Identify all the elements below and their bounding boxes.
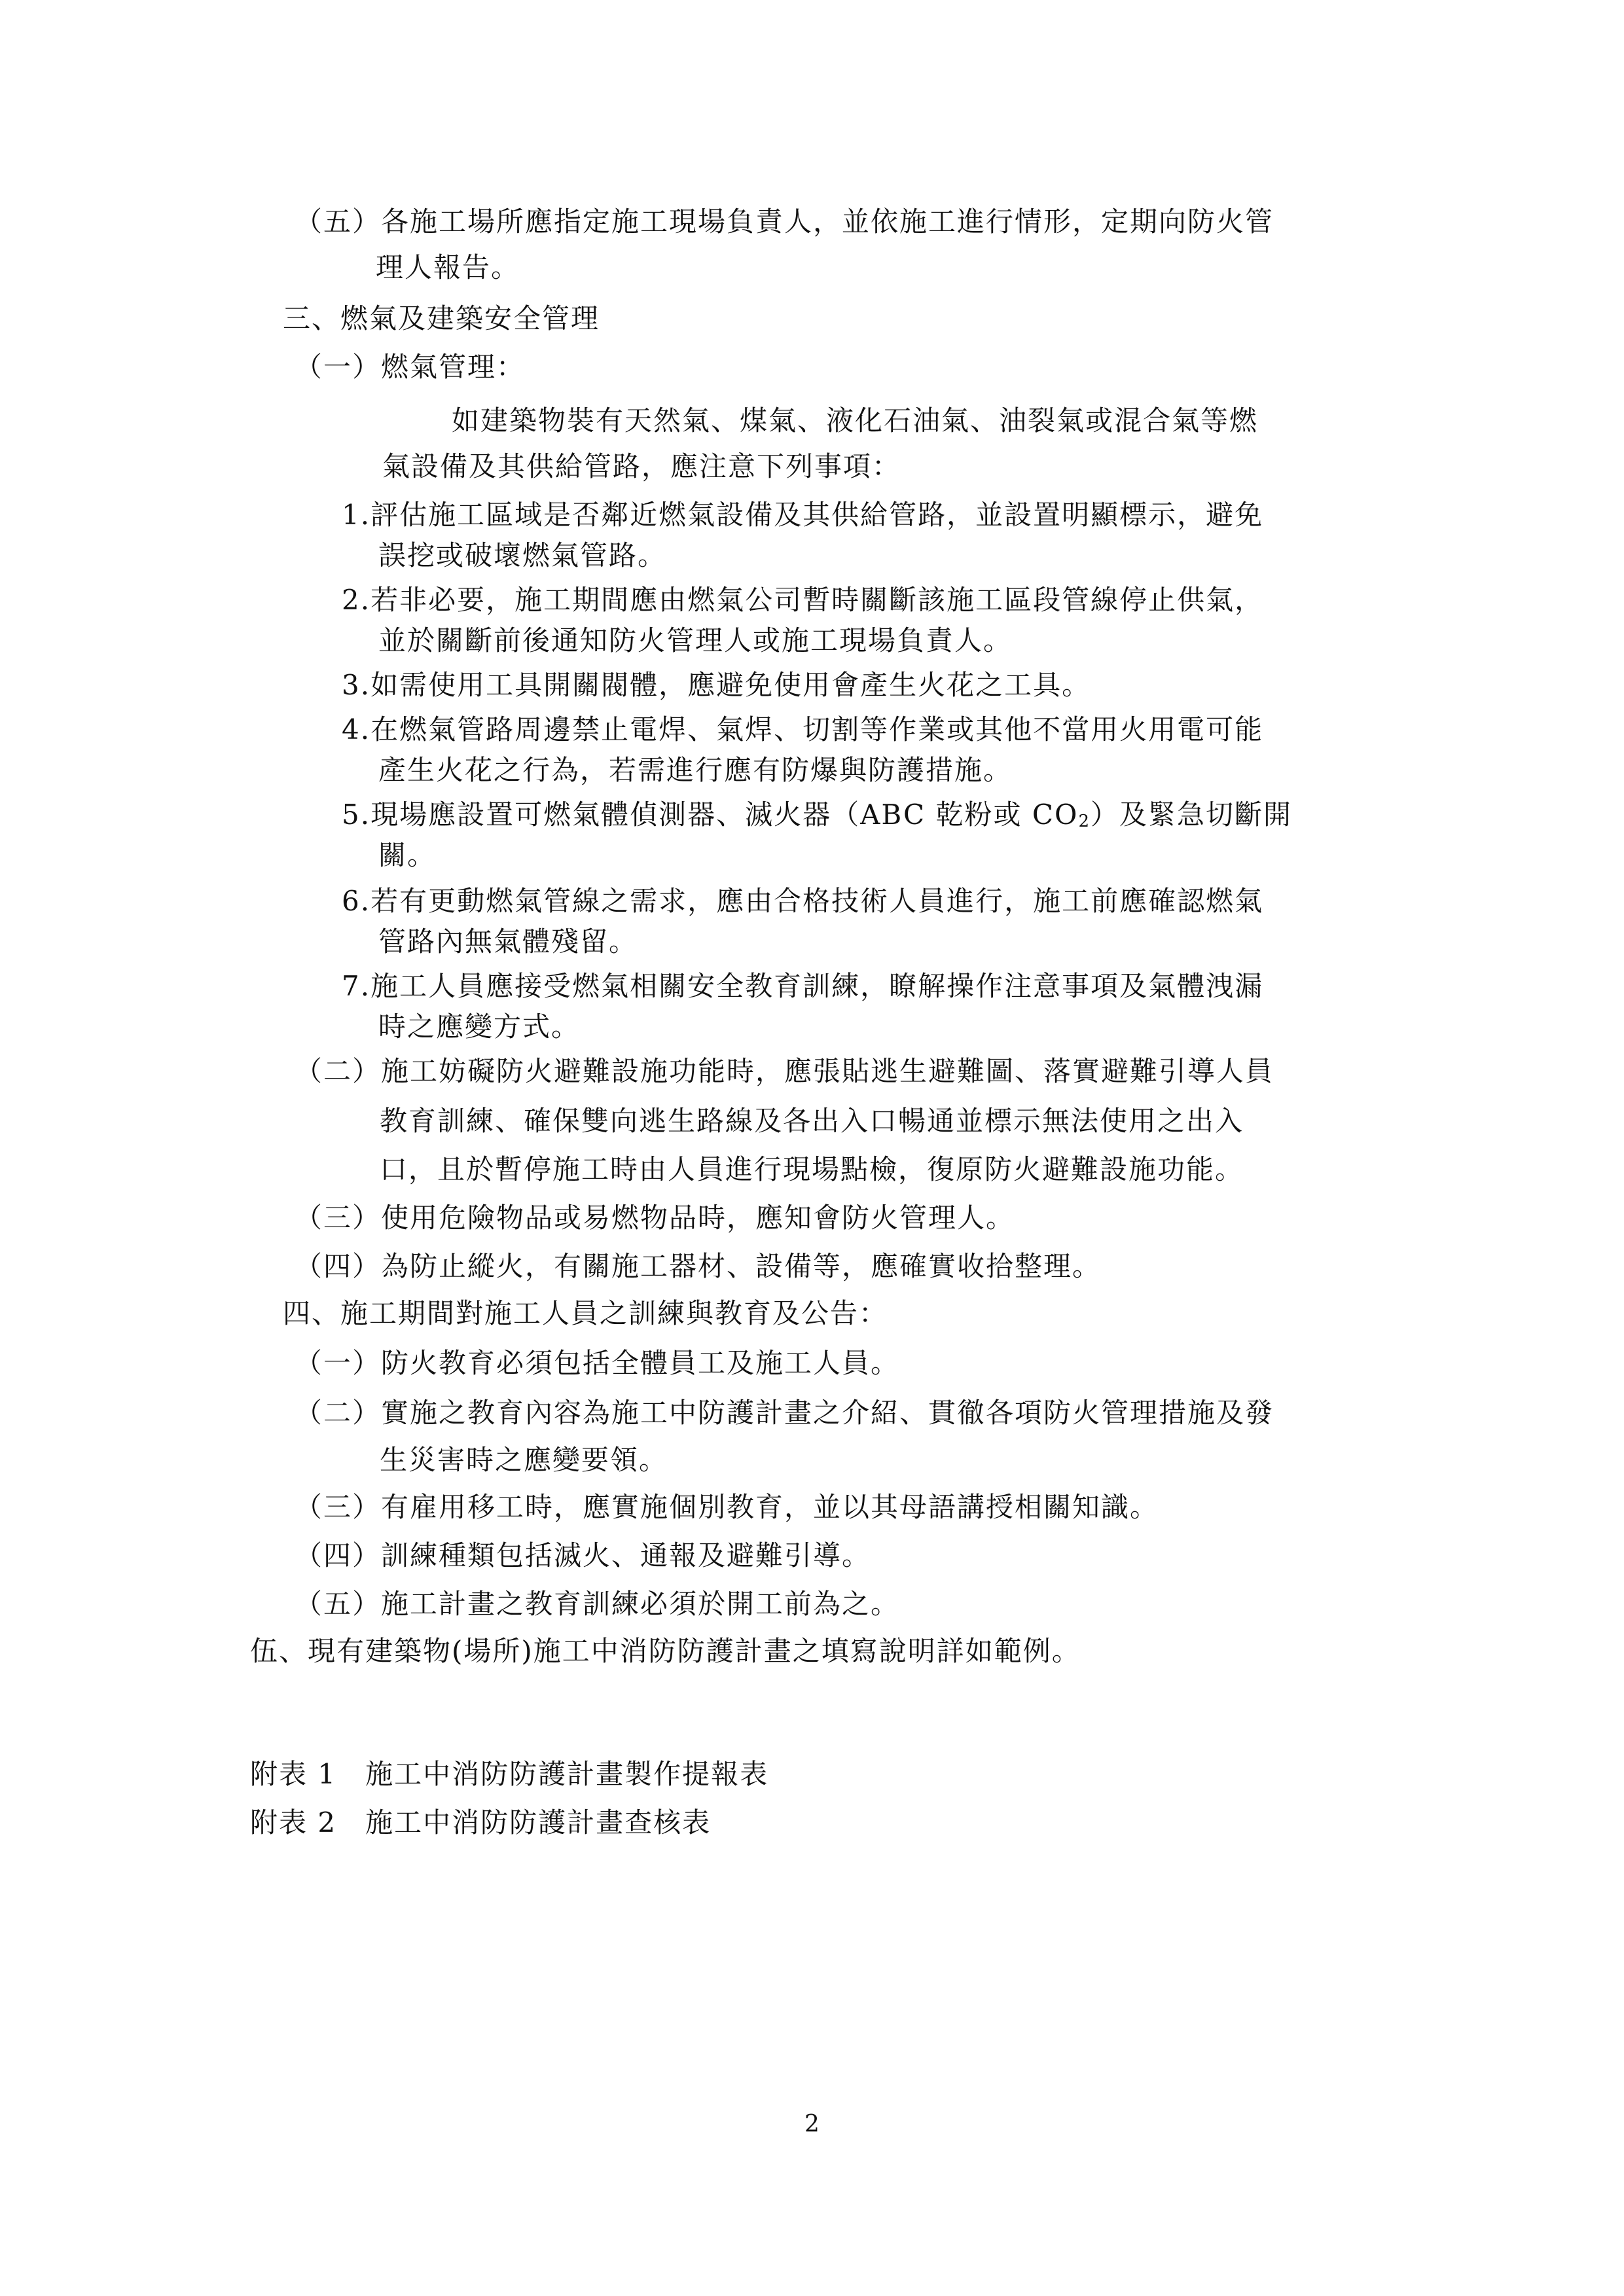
section-4-5: （五）施工計畫之教育訓練必須於開工前為之。 [295, 1588, 900, 1620]
attachment-2: 附表 2 施工中消防防護計畫查核表 [250, 1806, 712, 1839]
section-4-2-line-2: 生災害時之應變要領。 [380, 1444, 668, 1476]
heading-section-3: 三、燃氣及建築安全管理 [283, 302, 600, 334]
section-4-3: （三）有雇用移工時，應實施個別教育，並以其母語講授相關知識。 [295, 1491, 1159, 1523]
section-3-2-line-3: 口，且於暫停施工時由人員進行現場點檢，復原防火避難設施功能。 [380, 1153, 1244, 1185]
co2-subscript: 2 [1078, 812, 1091, 831]
item-7-line-2: 時之應變方式。 [378, 1011, 581, 1043]
heading-section-4: 四、施工期間對施工人員之訓練與教育及公告： [283, 1297, 888, 1329]
heading-section-5: 伍、現有建築物(場所)施工中消防防護計畫之填寫說明詳如範例。 [250, 1635, 1081, 1667]
section-4-2-line-1: （二）實施之教育內容為施工中防護計畫之介紹、貫徹各項防火管理措施及發 [295, 1397, 1274, 1429]
section-3-2-line-2: 教育訓練、確保雙向逃生路線及各出入口暢通並標示無法使用之出入 [380, 1105, 1244, 1137]
item-1-line-2: 誤挖或破壞燃氣管路。 [378, 539, 667, 571]
page-number: 2 [804, 2111, 820, 2138]
section-3-1-intro-line-1: 如建築物裝有天然氣、煤氣、液化石油氣、油裂氣或混合氣等燃 [452, 404, 1259, 437]
section-2-5-line-1: （五）各施工場所應指定施工現場負責人，並依施工進行情形，定期向防火管 [295, 206, 1274, 238]
item-5-text-a: 5.現場應設置可燃氣體偵測器、滅火器（ABC 乾粉或 CO [342, 798, 1079, 831]
item-4-line-1: 4.在燃氣管路周邊禁止電焊、氣焊、切割等作業或其他不當用火用電可能 [342, 713, 1264, 745]
item-4-line-2: 產生火花之行為，若需進行應有防爆與防護措施。 [378, 754, 1013, 786]
item-6-line-1: 6.若有更動燃氣管線之需求，應由合格技術人員進行，施工前應確認燃氣 [342, 885, 1264, 917]
item-2-line-1: 2.若非必要，施工期間應由燃氣公司暫時關斷該施工區段管線停止供氣， [342, 584, 1264, 616]
section-3-1-intro-line-2: 氣設備及其供給管路，應注意下列事項： [382, 450, 901, 482]
item-3: 3.如需使用工具開關閥體，應避免使用會產生火花之工具。 [342, 669, 1091, 701]
item-1-line-1: 1.評估施工區域是否鄰近燃氣設備及其供給管路，並設置明顯標示，避免 [342, 499, 1264, 531]
item-5-line-2: 關。 [378, 839, 437, 871]
section-4-1: （一）防火教育必須包括全體員工及施工人員。 [295, 1347, 900, 1379]
section-3-1-title: （一）燃氣管理： [295, 351, 526, 383]
item-2-line-2: 並於關斷前後通知防火管理人或施工現場負責人。 [378, 624, 1013, 656]
section-4-4: （四）訓練種類包括滅火、通報及避難引導。 [295, 1539, 871, 1571]
item-5-line-1 [342, 798, 1293, 831]
section-2-5-line-2: 理人報告。 [376, 251, 520, 283]
section-3-4: （四）為防止縱火，有關施工器材、設備等，應確實收拾整理。 [295, 1250, 1102, 1282]
item-6-line-2: 管路內無氣體殘留。 [378, 925, 638, 958]
item-5-text-b: ）及緊急切斷開 [1091, 798, 1293, 831]
section-3-2-line-1: （二）施工妨礙防火避難設施功能時，應張貼逃生避難圖、落實避難引導人員 [295, 1055, 1274, 1087]
section-3-3: （三）使用危險物品或易燃物品時，應知會防火管理人。 [295, 1202, 1015, 1234]
item-7-line-1: 7.施工人員應接受燃氣相關安全教育訓練，瞭解操作注意事項及氣體洩漏 [342, 970, 1264, 1002]
attachment-1: 附表 1 施工中消防防護計畫製作提報表 [250, 1758, 769, 1790]
